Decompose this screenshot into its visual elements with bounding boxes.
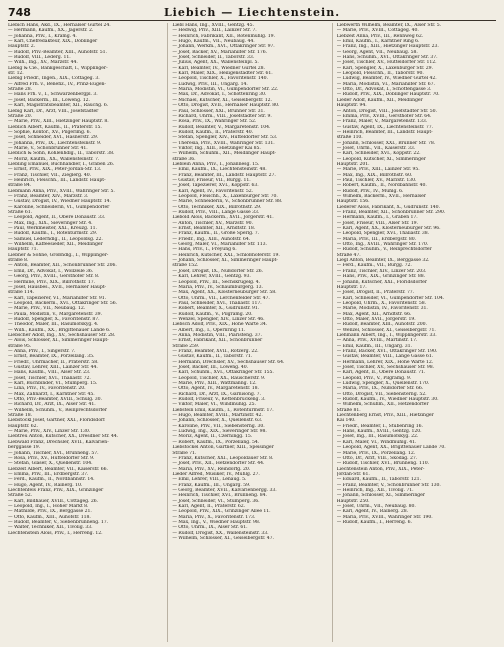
directory-entry: — Josef, Schneider, VI., Stumperg. 36. bbox=[172, 498, 260, 504]
directory-entry: — Karl, Agent, II., Obere Donaustr. 71. bbox=[336, 370, 426, 376]
directory-entry: — Karl, Magistratsbeamter, XII., Rauchg. 6. bbox=[8, 103, 109, 109]
page-number: 748 bbox=[8, 6, 31, 19]
directory-entry: Lieder Adolf, Kaufm., XII., Meidlinger bbox=[336, 97, 423, 103]
directory-entry: — Leopold, Priv., XIX., Grinzinger Allee 11. bbox=[172, 509, 271, 515]
directory-entry: — Leopold, Ing., I., Hoher Markt 8. bbox=[8, 503, 89, 509]
directory-entry: Straße 20. bbox=[8, 113, 32, 119]
directory-entry: — Heinrich, Beamter, III., Landstr. Haupt- bbox=[336, 129, 433, 135]
directory-entry: — Anna, Modistin, VIII., Piaristeng. 37. bbox=[172, 332, 262, 338]
directory-entry: — Rudolf, VIII., Lederg. 11. bbox=[8, 55, 71, 61]
directory-entry: straße 84. bbox=[8, 183, 32, 189]
directory-entry: — Leopold, Tischler, X., Favoritenstr. 140. bbox=[172, 76, 268, 82]
directory-entry: Liebstöckel Anton, Gärtner, XIII., Speisinger bbox=[172, 445, 274, 451]
directory-entry: — Robert, Kaufm., IX., Porzellang. 54. bbox=[172, 439, 260, 445]
directory-entry: Liechtenstein Alois, Priv., I., Herreng. 12. bbox=[8, 530, 103, 536]
page-title: Liebich — Liechtenstein. bbox=[163, 6, 341, 19]
directory-entry: — Gustav, Friseur, VII., Burgg. 11. bbox=[172, 177, 251, 183]
directory-entry: — Emil, Lehrer, VIII., Lenaug. 5. bbox=[172, 477, 247, 483]
directory-entry: — Gustav, Kaufm., II., Taborstr. 71. bbox=[172, 354, 253, 360]
directory-entry: — Wilh., Kaufm., XX., Brigittenauer Lände 6. bbox=[8, 327, 111, 333]
directory-entry: — Mathilde, Priv., IX., Berggasse 21. bbox=[8, 509, 92, 515]
directory-entry: — Stefan, Glaser, X., Quellenstr. 104. bbox=[8, 461, 93, 467]
directory-entry: — Hugo, Beamter, XVIII., Martinstr. 42. bbox=[172, 413, 263, 419]
directory-entry: — Max, Ing., XIX., Billrothstr. 60. bbox=[336, 172, 413, 178]
directory-entry: — Ludwig, Ing., XIX., Sieveringer Str. 98. bbox=[172, 429, 267, 435]
directory-entry: — Johann, Schlosser, XXI., Brünner Str. 78. bbox=[336, 140, 436, 146]
directory-entry: — Georg, Priv., XVIII., Gersthofer Str. 8. bbox=[8, 274, 100, 280]
directory-entry: — Maria, Priv., IX., Nußdorfer Str. 66. bbox=[336, 386, 424, 392]
directory-entry: — Emil, Kaufm., I., Kärntner Ring 6. bbox=[336, 39, 420, 45]
directory-entry: — Max, Ing., V., Wiedner Hauptstr. 98. bbox=[172, 519, 261, 525]
directory-entry: Liebig & Cie., Bankgeschäft, I., Wipplinger- bbox=[8, 65, 108, 71]
directory-columns bbox=[8, 23, 496, 642]
directory-entry: — Hermann, Kaufm., I., Graben 17. bbox=[336, 215, 418, 221]
directory-entry: — Hermann, Drechsler, XV., Sechshauser Str. 64. bbox=[172, 359, 285, 365]
directory-page bbox=[8, 6, 496, 642]
directory-entry: — Karl, Buchbinder, VI., Stumperg. 15. bbox=[8, 381, 98, 387]
directory-entry: — Ludwig, Spengler, X., Quellenstr. 170. bbox=[336, 381, 430, 387]
directory-entry: — Max, Zahnarzt, I., Kärntner Str. 45. bbox=[8, 391, 95, 397]
directory-entry: Straße 18. bbox=[8, 413, 32, 419]
directory-entry: — Karl, Spengler, X., Laxenburger Str. 29. bbox=[336, 65, 433, 71]
directory-entry: — Max, Ing., XIX., Sieveringer Str. 4. bbox=[8, 220, 93, 226]
directory-entry: — Franz, Bäcker, XVI., Ottakringer Str. 190. bbox=[336, 348, 438, 354]
directory-entry: — Franz, Beamter, V., Schönbrunner Str. 130. bbox=[336, 482, 441, 488]
directory-entry: — Ernst, Priv., XIX., Peter-Jordan-Str. 13. bbox=[8, 167, 102, 173]
directory-entry: — Karl, Schneider, XVI., Koppstr. 22. bbox=[336, 151, 421, 157]
directory-entry: — Ludwig, Beamter, IV., Wiedner Gürtel 42. bbox=[336, 76, 437, 82]
directory-entry: — Georg, Maler, VI., Mariahilfer Str. 113. bbox=[172, 242, 267, 248]
directory-entry: — Otto, Dr., Arzt, VIII., Skodag. 27. bbox=[336, 455, 418, 461]
directory-entry: — Wenzel, Spengler, XIV., Linzer Str. 46. bbox=[172, 316, 265, 322]
directory-entry: — Max, Agent, XX., Klosterneuburger Str. 58. bbox=[172, 290, 277, 296]
directory-entry: — Marie, Modistin, IV., Favoritenstr. 31. bbox=[336, 306, 428, 312]
directory-entry: — Franz, Kaufm., II., Große Sperlg. 7. bbox=[172, 231, 260, 237]
directory-entry: Liehmann Albert, Ing., I., Wipplingerstr. 33. bbox=[336, 332, 437, 338]
directory-entry: — Hans, Kaufm., VIII., Alser Str. 23. bbox=[8, 370, 91, 376]
directory-entry: — Josef, Uhrm., VII., Kaiserstr. 33. bbox=[336, 145, 416, 151]
directory-entry: Liebl Hans, Ing., XVIII., Gentzg. 45. bbox=[172, 23, 254, 28]
directory-entry: — Otto, Drogist, VII., Siebensterng. 52. bbox=[336, 391, 427, 397]
directory-entry: — Ferd., Kaufm., II., Nordbahnstr. 14. bbox=[8, 477, 95, 483]
directory-entry: — Josef, Tischler, XVI., Thaliastr. 72. bbox=[8, 375, 91, 381]
directory-entry: — Anna, Priv., I., Singerstr. 7. bbox=[8, 348, 76, 354]
directory-entry: — Karl, Agent, II., Praterstr. 62. bbox=[172, 503, 246, 509]
directory-entry: — Hans, Priv., I., Freyung 6. bbox=[172, 247, 237, 253]
directory-entry: — Maria, Priv., XV., Reindorfg. 20. bbox=[172, 466, 251, 472]
directory-entry: — Gustav, Agent, IX., Liechtensteinstr. 77. bbox=[336, 124, 434, 130]
directory-entry: — Anton, Beamter, XII., Schönbrunner Str. 206. bbox=[8, 263, 117, 269]
directory-entry: — Marie, Schneiderin, V., Schönbrunner Str. 88. bbox=[172, 199, 283, 205]
directory-entry: — Josef, Priv., XII., Hetzendorfer Str. 44. bbox=[172, 461, 265, 467]
directory-entry: — Samuel, Lederhdlg., II., Leopoldsg. 22. bbox=[8, 236, 103, 242]
directory-entry: — Johann, Tischler, XVI., Brunneng. 57. bbox=[8, 450, 99, 456]
directory-entry: — Franz, Tischler, XIV., Linzer Str. 203. bbox=[336, 268, 427, 274]
directory-entry: — Marie, Priv., XIV., Linzer Str. 130. bbox=[8, 429, 91, 435]
directory-entry: Liebmann Anna, Priv., XVIII., Währinger Str. 5. bbox=[8, 188, 115, 194]
directory-entry: Kai 140. bbox=[336, 418, 356, 424]
directory-entry: Liebzeit Albert, Beamter, VII., Kaiserstr. 66. bbox=[8, 466, 108, 472]
directory-entry: — Karoline, Schneiderin, VI., Gumpendorfer bbox=[8, 204, 110, 210]
directory-entry: — Josef, Drogist, IX., Nußdorfer Str. 26. bbox=[172, 268, 264, 274]
directory-entry: — Josef, Bäcker, III., Löweng. 40. bbox=[172, 365, 249, 370]
directory-entry: — Johann, Schlosser, XI., Simmeringer Haupt- bbox=[172, 258, 278, 264]
directory-entry: — Leopold, Uhrm., X., Favoritenstr. 58. bbox=[336, 300, 427, 306]
directory-entry: — Anton, Tischler, XV., Märzstr. 90. bbox=[172, 220, 253, 226]
directory-entry: — Leopold, Priv., V., Pilgramg. 9. bbox=[336, 375, 412, 381]
directory-entry: — Otto, Priv.-Beamter, XVIII., Schulg. 30. bbox=[8, 397, 102, 403]
directory-entry: — Michael, Kutscher, XI., Geiselbergstr. 12. bbox=[172, 97, 272, 103]
directory-entry: — Karl, Agent, XX., Klosterneuburger Str. 96. bbox=[336, 226, 441, 232]
directory-entry: — Julius, Agent, XX., Wallensteinpl. 5. bbox=[172, 60, 259, 66]
directory-entry: — Karoline, Priv., VII., Siebensterng. 30. bbox=[172, 423, 265, 429]
directory-entry: Hauptstr. 250. bbox=[336, 498, 370, 504]
directory-entry: Liebstein Emil, Kaufm., I., Rotenturmstr. 17. bbox=[172, 407, 274, 413]
directory-entry: — Heinrich, Ing., XII., Tivolig. 71. bbox=[336, 487, 414, 493]
directory-entry: — Karl, Lehrer, XVIII., Gentzg. 93. bbox=[172, 274, 251, 280]
directory-entry: — Heinrich, Kutscher, XXI., Schloßhoferstr. 19. bbox=[172, 252, 280, 258]
directory-entry: — Hermann, Kaufm., XX., Jägerstr. 2. bbox=[8, 28, 94, 34]
directory-entry: — Emil, Kaufm., III., Ungarg. 31. bbox=[336, 343, 412, 349]
directory-entry: — Friedr., Uhrmacher, II., Praterstr. 58. bbox=[8, 359, 99, 365]
directory-entry: — Josef, Drogist, II., Praterstr. 77. bbox=[336, 290, 415, 296]
directory-entry: — Leopold, Kutscher, XI., Simmeringer bbox=[336, 156, 426, 162]
directory-entry: — Marie, Priv., VII., Neubaug. 12. bbox=[8, 306, 86, 312]
directory-entry: Liebner & Sohne, Großhdlg., I., Wipplinger- bbox=[8, 252, 109, 258]
directory-entry: — Theodor, Maler, III., Rasumofskyg. 4. bbox=[8, 322, 99, 328]
directory-entry: Lieblich & Sohn, Kohlenhdlg., II., Taborstr. 38. bbox=[8, 151, 115, 157]
directory-entry: — Emil, Kaufm., IX., Liechtensteinstr. 48. bbox=[172, 167, 267, 173]
directory-entry: — Karl, Bildhauer, XVIII., Cottageg. 26. bbox=[8, 498, 99, 504]
directory-entry: — Stefan, Spengler, XIV., Hütteldorfer Str. 53. bbox=[172, 135, 278, 141]
directory-entry: — Johann, Werkm., XVI., Ottakringer Str. 97. bbox=[172, 44, 275, 50]
directory-entry: — Wilhelm, Kaffeesieder, XII., Meidlinger bbox=[8, 242, 103, 248]
directory-entry: — Josef, Ing., III., Rasumofskyg. 22. bbox=[336, 434, 419, 440]
directory-entry: — Friedr., Ing., XIII., Auhofstr. 64. bbox=[172, 236, 251, 242]
directory-entry: Liebzeit Anna, Priv., III., Rennweg 62. bbox=[336, 33, 424, 39]
directory-entry: — Richard, Uhrm., VIII., Josefstädter Str. 9. bbox=[172, 113, 272, 119]
page-header bbox=[8, 6, 496, 21]
directory-entry: — Rudolf, Priv.-Beamter, XIII., Auhofstr. 51. bbox=[8, 49, 107, 55]
directory-entry: — Georg, Beamter, XVII., Kalvarienbergg. 33. bbox=[172, 487, 277, 493]
directory-entry: — Hugo, Kaufm., VII., Neubaug. 44. bbox=[172, 39, 255, 45]
directory-entry: — Gustav, Drogist, IV., Wiedner Hauptstr. 14. bbox=[8, 199, 111, 205]
directory-entry: — Josef, Friseur, VIII., Alser Str. 19. bbox=[336, 220, 418, 226]
directory-entry: — Hans, Priv., XIX., Grinzinger Str. 88. bbox=[336, 274, 425, 280]
directory-entry: — Marie, Priv., XIII., Hietzinger Hauptstr. 8. bbox=[8, 119, 109, 125]
directory-entry: — Otto, Uhrm., VII., Lerchenfelder Str. 47. bbox=[172, 295, 270, 301]
directory-entry: — Viktor, Maler, VI., Windmühlg. 25. bbox=[172, 402, 256, 408]
directory-entry: Liebig Friedr., Ingen., XIX., Cottageg. 3. bbox=[8, 76, 100, 82]
directory-entry: — Alfred Frh. v., Benefiz., IV., Prinz-Eugen- bbox=[8, 81, 106, 87]
directory-entry: — Rudolf, Friseur, V., Kettenbrückeng. 3. bbox=[172, 397, 266, 403]
directory-entry: — Otto, Dr., Advokat, I., Schottengasse 3. bbox=[336, 87, 432, 93]
directory-entry: — Rudolf, Beamter, V., Siebenbrunneng. 17. bbox=[8, 519, 109, 525]
directory-entry: — Viktor, Ing., XIII., Hietzinger Kai 85. bbox=[172, 145, 261, 151]
directory-entry: — Otto, Agent, IV., Margaretenstr. 18. bbox=[172, 386, 259, 392]
directory-entry: — Rudolf, Kaufm., IV., Wiedner Hauptstr. 30. bbox=[336, 397, 439, 403]
directory-entry: — Marie, Priv., XIII., Lainzer Str. 95. bbox=[336, 167, 420, 173]
directory-entry: — Josef, Bäckerm., III., Löweng. 12. bbox=[8, 97, 90, 103]
directory-entry: — Hermine, Priv., XIX., Billrothstr. 17. bbox=[8, 279, 95, 285]
directory-entry: — Ferd., Kaufm., VII., Burgg. 72. bbox=[336, 263, 412, 269]
directory-entry: Liebtreu Anton, Kutscher, XX., Dresdner Str. 44. bbox=[8, 434, 119, 440]
directory-entry: — Hans, Schuhm., XVI., Ottakringer Str. 37. bbox=[336, 55, 438, 61]
directory-entry: — Paul, Schneider, XVI., Thaliastr. 117. bbox=[172, 300, 262, 306]
directory-entry: — Richard, Dr., Arzt, IX., Garnisong. 7. bbox=[172, 391, 261, 397]
directory-entry: Liebscher Adolf, Ing., XV., Sechshauser Str. 28. bbox=[8, 332, 116, 338]
directory-entry: — Karl, Maler, VI., Windmühlg. 41. bbox=[336, 439, 417, 445]
directory-entry: — Anton, Drogist, VIII., Josefstädter Str. 50. bbox=[336, 108, 437, 114]
directory-entry: — Josef, Tapezierer, XVI., Koppstr. 63. bbox=[172, 183, 259, 189]
directory-entry: — Gustav, Beamter, VIII., Lange Gasse 61. bbox=[336, 354, 434, 360]
directory-column-2 bbox=[172, 23, 332, 642]
directory-entry: — Josef, Tischler, XV., Sechshauser Str. 98. bbox=[336, 365, 435, 370]
directory-entry: — Rudolf, Schuhm., V., Reinprechtsdorfer bbox=[336, 247, 432, 253]
directory-entry: Straße 71. bbox=[172, 450, 197, 456]
directory-entry: — Josef, Uhrm., VII., Neubaug. 80. bbox=[336, 503, 416, 509]
directory-entry: — Rudolf, Spengler, X., Favoritenstr. 87. bbox=[8, 316, 100, 322]
directory-entry: Straße 61. bbox=[8, 210, 32, 216]
directory-entry: — Heinrich, Fleischh., III., Landstr. Haupt- bbox=[8, 177, 106, 183]
directory-entry: — Ernst, Beamter, XII., Arndtstr. 18. bbox=[172, 226, 256, 232]
directory-entry: — Leopold, Bäckerm., XVI., Ottakringer Str. 56. bbox=[8, 300, 118, 306]
directory-entry: — Karl, Schuhm., XVI., Ottakringer Str. 155. bbox=[172, 370, 274, 376]
directory-entry: — Richard, Dr., Arzt, IX., Alser Str. 41. bbox=[8, 402, 96, 408]
directory-entry: Lieder Alfred, Musiker, IV., Mühlg. 27. bbox=[172, 471, 260, 477]
directory-entry: Liebstöckl Josef, Gärtner, XXI., Floridsdorf bbox=[8, 418, 105, 424]
directory-entry: — Maria, Priv., III., Erdbergstr. 80. bbox=[336, 236, 417, 242]
directory-entry: — Emil, Dr., Advokat, I., Wollzeile 36. bbox=[8, 268, 94, 274]
directory-entry: — Maria, Modistin, VI., Mariahilfer Str. 67. bbox=[336, 81, 435, 87]
directory-entry: — Otto, Ing., XVIII., Währinger Str. 170. bbox=[336, 242, 429, 248]
directory-entry: — Wilhelm, Schuhm., V., Reinprechtsdorfer bbox=[8, 407, 107, 413]
directory-entry: Liechtenfels Franz, Priv., XIX., Grinzinger bbox=[8, 487, 104, 493]
directory-entry: — Heinrich, Fabrikant, XII., Rotenmühlg. 19. bbox=[172, 33, 275, 39]
directory-entry: — Josef, Schneider, II., Taborstr. 33. bbox=[172, 55, 255, 61]
directory-entry: — Leopold, Priv., III., Sechskrügelg. 4. bbox=[172, 279, 261, 285]
directory-entry: Liechtenstein Anton, Priv., XIX., Peter- bbox=[336, 466, 425, 472]
directory-entry: — Marie, Priv., XIII., Wattmanng. 12. bbox=[172, 381, 257, 387]
directory-entry: — Karl, Maler, XIX., Heiligenstädter Str. 61. bbox=[172, 71, 273, 77]
directory-entry: Hauptstr. 71. bbox=[8, 247, 38, 253]
directory-entry: — Max, Agent, XII., Arndtstr. 66. bbox=[336, 311, 412, 317]
directory-entry: Hauptstr. 2. bbox=[8, 44, 36, 50]
directory-entry: — Franz, Ing., XIII., Hietzinger Hauptstr. 23. bbox=[336, 44, 439, 50]
directory-entry: — Leopold, Agent, XX., Brigittenauer Lände 70. bbox=[336, 445, 446, 451]
directory-entry: — Leopold, Fleischh., X., Laxenburger Str. 70. bbox=[172, 194, 278, 199]
directory-entry: Liederer Alois, Fabrikant, X., Gudrunstr. 140. bbox=[336, 204, 440, 210]
directory-entry: — Karl, Agent, IV., Favoritenstr. 52. bbox=[172, 188, 253, 194]
directory-entry: — Otto, Maler, XVII., Jörgerstr. 19. bbox=[336, 316, 416, 322]
directory-entry: Hauptstr. 94. bbox=[336, 103, 367, 109]
directory-entry: — Paula, Modistin, V., Margaretenstr. 39. bbox=[8, 311, 102, 317]
directory-entry: — Eduard, Kaufm., II., Taborstr. 121. bbox=[336, 477, 421, 483]
directory-entry: str. 12. bbox=[8, 71, 24, 77]
directory-entry: — Johann, Schlosser, X., Quellenstr. 63. bbox=[172, 418, 263, 424]
directory-entry: — Emma, Priv., XVIII., Gersthofer Str. 64. bbox=[336, 113, 432, 119]
directory-entry: — Ernst, Beamter, IX., Porzellang. 35. bbox=[8, 354, 95, 360]
directory-entry: — Wilhelm, Schlosser, XI., Geiselbergstr. 47. bbox=[172, 536, 274, 541]
directory-entry: — Georg, Agent, VII., Neubaug. 58. bbox=[336, 49, 418, 55]
directory-entry: — Alois, Schlosser, XI., Simmeringer Haupt- bbox=[8, 338, 109, 344]
directory-entry: — Rudolf, Priv., VIII., Lange Gasse 33. bbox=[172, 210, 260, 216]
directory-entry: — Johann, Schlosser, XI., Simmeringer bbox=[336, 493, 425, 499]
directory-entry: straße 36. bbox=[172, 156, 196, 162]
directory-entry: — Franz, Kaufm., III., Ungarg. 59. bbox=[172, 482, 251, 488]
directory-entry: — Franz, Beamter, III., Landstr. Hauptstr. 27. bbox=[172, 172, 276, 178]
directory-entry: — Rudolf, Beamter, XIII., Auhofstr. 200. bbox=[336, 322, 427, 328]
directory-entry: — Albert, Ing., I., Opernring 11. bbox=[172, 327, 246, 333]
directory-entry: — Emma, Priv., III., Erdbergstr. 37. bbox=[8, 471, 89, 477]
directory-entry: — Maria, Priv., X., Favoritenstr. 173. bbox=[172, 514, 256, 520]
directory-entry: — Moriz, Agent, II., Czerningg. 15. bbox=[172, 434, 253, 440]
directory-entry: Straße 28. bbox=[8, 87, 32, 93]
directory-entry: — Maria, Modistin, VI., Gumpendorfer Str. 22. bbox=[172, 87, 279, 93]
directory-entry: — Maria, Priv., XVIII., Währinger Str. 190. bbox=[336, 514, 433, 520]
directory-entry: straße 152. bbox=[172, 263, 199, 269]
directory-entry: — Leopold, Fleischh., II., Taborstr. 90. bbox=[336, 71, 424, 77]
directory-entry: — Rudolf, Kaufm., V., Pilgramg. 20. bbox=[172, 311, 253, 317]
directory-entry: Hauptstr. 17. bbox=[336, 284, 367, 290]
directory-entry: Liebwerth Wilhelm, Beamter, IX., Alser Str. 5. bbox=[336, 23, 441, 28]
directory-entry: — Rudolf, Tischler, XVI., Brunneng. 110. bbox=[336, 461, 429, 467]
directory-entry: — Marie, Priv., IX., Porzellang. 12. bbox=[336, 450, 416, 456]
directory-entry: — Rudolf, Beamter, V., Margaretenstr. 104. bbox=[172, 124, 271, 130]
directory-entry: straße 95. bbox=[8, 343, 32, 349]
directory-entry: Jordan-Str. 61. bbox=[336, 471, 370, 477]
directory-entry: — Johanna, Priv., I., Kramg. 4. bbox=[8, 33, 77, 39]
directory-entry: — Robert, Kaufm., II., Nordbahnstr. 40. bbox=[336, 183, 427, 189]
directory-entry: — Theresia, Priv., XVIII., Währinger Str. 131. bbox=[172, 140, 275, 146]
directory-entry: — Friedr., Beamter, I., Stubenring 16. bbox=[336, 423, 423, 429]
directory-entry: Straße 47. bbox=[336, 252, 361, 258]
directory-entry: Liebich Hans, Akd., IX., Hernalser Gürtel 24. bbox=[8, 23, 111, 28]
directory-entry: — Otto, Techniker, XIX., Billrothstr. 29. bbox=[172, 204, 262, 210]
directory-entry: — Anna, Priv., XVIII., Martinstr. 17. bbox=[336, 338, 418, 344]
directory-entry: — Josef, Tischler, XV., Hütteldorfer Str. 112. bbox=[336, 60, 437, 66]
directory-entry: Lieblein Anna, Priv., I., Johannesg. 15. bbox=[172, 161, 260, 167]
directory-entry: — Gustav, Lehrer, XIII., Lainzer Str. 44. bbox=[8, 365, 98, 370]
directory-entry: Liebwald Franz, Drechsler, XVII., Kalvarien- bbox=[8, 439, 109, 445]
directory-entry: Liebsch Adolf, Priv., XIX., Hohe Warte 34. bbox=[172, 322, 268, 328]
directory-entry: — Rudolf, Kaufm., I., Rotenturmstr. 29. bbox=[8, 231, 98, 237]
directory-entry: — Wilhelm, Schuhm., XII., Hetzendorfer bbox=[336, 402, 429, 408]
directory-entry: straße 110. bbox=[336, 135, 363, 141]
directory-entry: Liechtenberg Ernst, Priv., XIII., Hietzinger bbox=[336, 413, 434, 419]
directory-entry: — Franz, Kutscher, XXI., Leopoldauer Str. 8. bbox=[172, 455, 274, 461]
directory-entry: — Hans Frh. v., I., Schwarzenbergpl. 3. bbox=[8, 92, 98, 98]
directory-entry: — Franz, Beamter, XII., Schönbrunner Str. 290. bbox=[336, 210, 446, 216]
directory-entry: Hauptstr. 62. bbox=[8, 423, 38, 429]
directory-entry: — Rudolf, Drogist, XX., Wallensteinstr. 33. bbox=[172, 530, 269, 536]
directory-entry: — Hedwig, Priv., XIII., Lainzer Str. 7. bbox=[172, 28, 257, 34]
directory-entry: Liebig Karl, Dr., Arzt, VIII., Josefstädter bbox=[8, 108, 99, 114]
directory-entry: — Karl, Schneider, VI., Gumpendorfer Str. 104. bbox=[336, 295, 445, 301]
directory-entry: — Franz, Tischler, VII., Zieglerg. 40. bbox=[8, 172, 91, 178]
directory-entry: — Leopold, Tischler, XX., Rauscherstr. 9. bbox=[172, 375, 266, 381]
directory-entry: — Franz, Beamter, XIV., Märzstr. 3. bbox=[8, 194, 89, 199]
directory-entry: — Paul, Schlosser, XXI., Brünner Str. 31. bbox=[172, 108, 265, 114]
directory-entry: Straße 52. bbox=[8, 493, 32, 499]
directory-entry: — Lina, Priv., IV., Favoritenstr. 20. bbox=[8, 386, 86, 392]
directory-entry: — Josef, Bäcker, XV., Mariahilfer Str. 176. bbox=[172, 49, 267, 55]
directory-entry: — Ludwig, Priv., III., Ungarg. 14. bbox=[172, 81, 248, 87]
directory-entry: — Johann, Kutscher, XXI., Floridsdorfer bbox=[336, 279, 427, 285]
directory-entry: — Marie, Priv., XVIII., Cottageg. 40. bbox=[336, 28, 419, 34]
directory-entry: — Max, Dr., Advokat, I., Schottenring 30. bbox=[172, 92, 267, 98]
directory-entry: — Karl, Chefredakteur, XIX., Döblinger bbox=[8, 39, 98, 45]
directory-entry: — Paul, Tischler, XV., Märzstr. 130. bbox=[336, 177, 417, 183]
directory-entry: Straße 81. bbox=[336, 407, 361, 413]
directory-entry: — Leopold, Agent, II., Obere Donaustr. 33. bbox=[8, 215, 106, 221]
directory-entry: — Josef, Hausbes., XVII., Hernalser Haupt- bbox=[8, 284, 107, 290]
directory-entry: — Leopold, Spengler, XVI., Thaliastr. 38. bbox=[336, 231, 430, 237]
directory-entry: — Robert, Beamter, X., Gudrunstr. 91. bbox=[172, 306, 260, 312]
directory-entry: — Karl, Tapezierer, VI., Mariahilfer Str. 91. bbox=[8, 295, 107, 301]
directory-entry: — Hermann, Lehrer, XIX., Hohe Warte 12. bbox=[336, 359, 434, 365]
directory-entry: — Rudolf, Kaufm., II., Praterstr. 40. bbox=[172, 129, 254, 135]
directory-entry: — Rudolf, Priv., XIX., Döblinger Hauptstr. 70. bbox=[336, 92, 440, 98]
directory-entry: Hauptstr. 201. bbox=[336, 161, 370, 167]
directory-entry: — Rudolf, Kaufm., I., Herreng. 6. bbox=[336, 519, 412, 525]
directory-entry: — Wilh., Ing., XV., Märzstr. 44. bbox=[8, 60, 78, 66]
directory-entry: Straße 259. bbox=[172, 343, 200, 349]
directory-entry: — Hans, Kaufm., XVIII., Gentzg. 120. bbox=[336, 429, 422, 435]
directory-entry: — Otto, Drogist, XVII., Hernalser Hauptstr. 80. bbox=[172, 103, 280, 109]
directory-entry: — Wenzel, Schlosser, XI., Geiselbergstr. 71. bbox=[336, 327, 436, 333]
directory-entry: — Ernst, Fabrikant, XII., Schönbrunner bbox=[172, 338, 263, 344]
directory-entry: — Karl, Agent, IV., Rainerg. 28. bbox=[336, 509, 409, 515]
directory-entry: — Hugo, Agent, IV., Rainerg. 10. bbox=[8, 482, 83, 488]
directory-entry: Hauptstr. 156. bbox=[336, 199, 370, 205]
directory-entry: — Marie, V., Schönbrunner Str. 41. bbox=[8, 145, 88, 151]
directory-entry: straße 8. bbox=[8, 258, 29, 264]
directory-entry: Lieblich Albert, Kaufm., II., Praterstr. 15. bbox=[8, 124, 102, 130]
directory-entry: berggasse 19. bbox=[8, 445, 41, 451]
directory-entry: — Rudolf, Priv., IV., Mühlg. 6. bbox=[336, 188, 404, 194]
directory-entry: Liebling Emanuel, Buchhändler, I., Graben 26. bbox=[8, 161, 115, 167]
directory-column-3 bbox=[337, 23, 496, 642]
directory-entry: — Johanna, Priv., IX., Liechtensteinstr. 9. bbox=[8, 140, 102, 146]
directory-entry: — Sophie, Kontor., XV., Pilgerimg. 6. bbox=[8, 129, 91, 135]
directory-entry: — Walter, Techniker, XII., Tivolig. 33. bbox=[8, 525, 93, 531]
directory-entry: — Otto, Uhrm., IX., Alser Str. 61. bbox=[172, 525, 248, 531]
directory-entry: — Karl, Beamter, IV., Wiedner Gürtel 28. bbox=[172, 65, 265, 71]
directory-entry: — Josef, Schneider, XVI., Hasnerstr. 29. bbox=[8, 135, 99, 141]
directory-entry: — Rosa, Priv., IX., Währinger Str. 52. bbox=[172, 119, 257, 125]
directory-entry: — Franz, Beamter, XVII., Rötzerg. 22. bbox=[172, 348, 259, 354]
directory-entry: — Franz, Maler, V., Margaretenstr. 133. bbox=[336, 119, 428, 125]
directory-entry: — Heinrich, Tischler, XVI., Brunneng. 84. bbox=[172, 493, 267, 499]
directory-entry: Liegl Anton, Beamter, IX., Berggasse 32. bbox=[336, 258, 430, 264]
directory-column-1 bbox=[8, 23, 168, 642]
directory-entry: — Wilhelm, Bäckerm., XVII., Hernalser bbox=[336, 194, 426, 199]
directory-entry: — Rosa, Priv., XV., Hütteldorfer Str. 9. bbox=[8, 455, 95, 461]
directory-entry: Liebold Alois, Bäckerm., XVII., Jörgerstr. 41. bbox=[172, 215, 274, 221]
directory-entry: — Paul, Werkmeister, XXI., Kreuzg. 11. bbox=[8, 226, 97, 232]
directory-entry: — Wilhelm, Schuhm., XII., Meidlinger Haupt- bbox=[172, 151, 276, 157]
directory-entry: — Maria, Priv., IV., Schaumburgerg. 13. bbox=[172, 284, 263, 290]
directory-entry: straße 114. bbox=[8, 290, 35, 296]
directory-entry: — Moriz, Kaufm., XX., Wallensteinstr. 7. bbox=[8, 156, 100, 162]
directory-entry: — Otto, Kaufm., XIII., Auhofstr. 118. bbox=[8, 514, 91, 520]
